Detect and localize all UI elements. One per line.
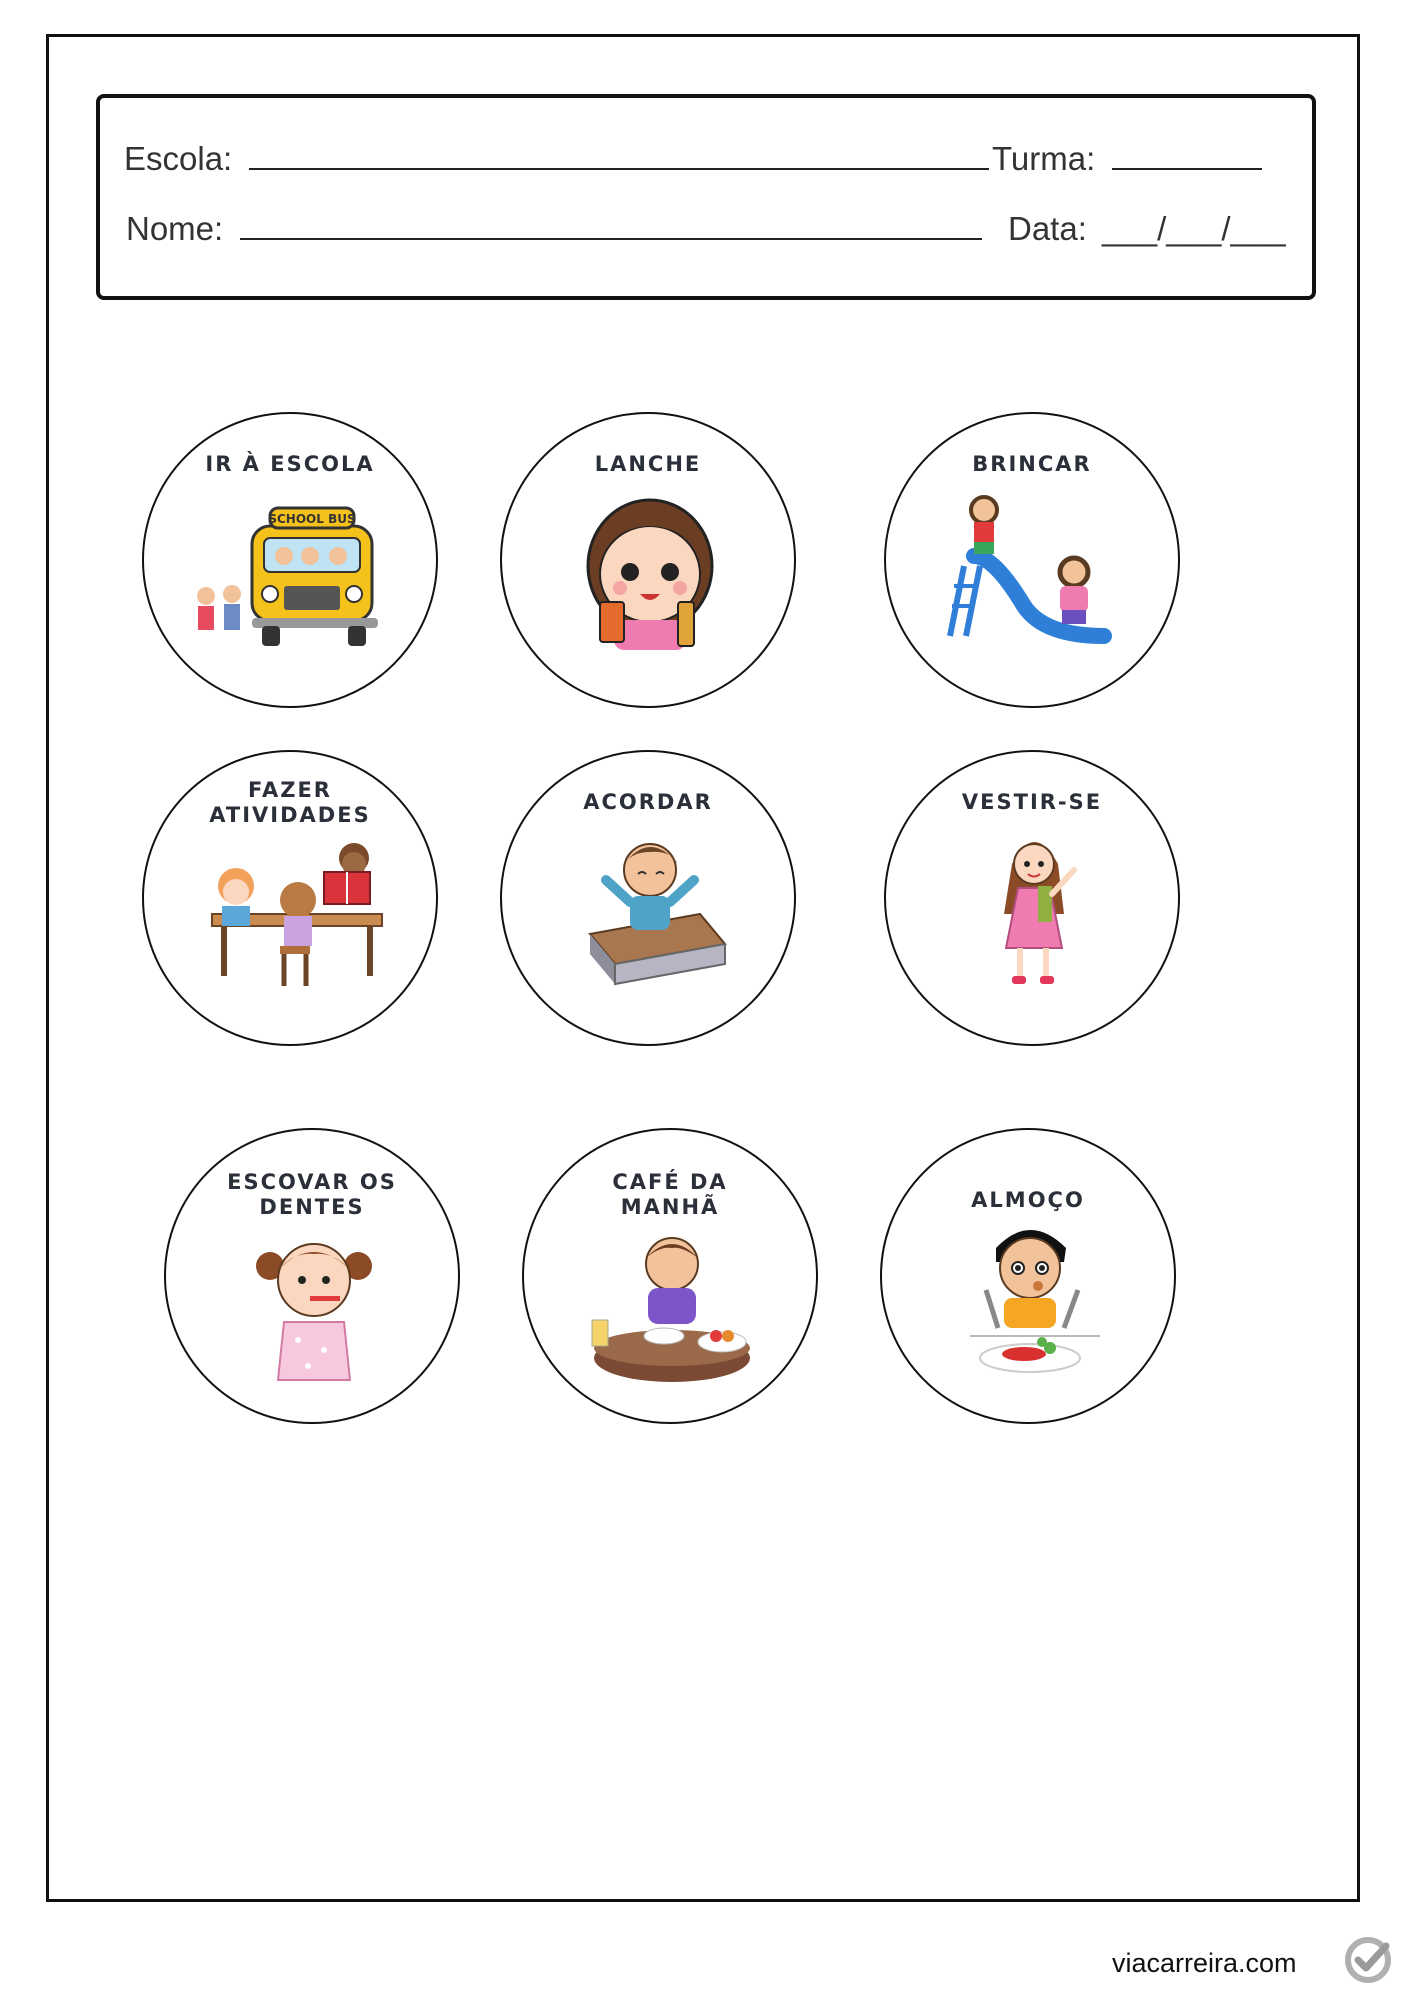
activity-card-cafe-da-manha[interactable]: [522, 1128, 818, 1424]
activity-card-almoco[interactable]: [880, 1128, 1176, 1424]
kids-desk-icon: [192, 836, 392, 1006]
data-field[interactable]: [1008, 210, 1286, 248]
activity-label: ESCOVAR OS DENTES: [227, 1170, 397, 1219]
data-blank[interactable]: ___/___/___: [1102, 210, 1286, 247]
activity-label: BRINCAR: [972, 452, 1092, 476]
turma-label: Turma:: [992, 140, 1096, 177]
school-bus-icon: [192, 486, 392, 656]
activity-label: ACORDAR: [583, 790, 713, 814]
data-label: Data:: [1008, 210, 1087, 247]
girl-dressing-icon: [934, 824, 1134, 994]
escola-blank-line[interactable]: [249, 167, 989, 170]
turma-blank-line[interactable]: [1112, 167, 1262, 170]
turma-field[interactable]: [992, 140, 1262, 178]
footer-site-name: viacarreira.com: [1112, 1948, 1297, 1978]
girl-toothbrush-icon: [214, 1230, 414, 1400]
boy-breakfast-icon: [572, 1230, 772, 1400]
student-info-box: [96, 94, 1316, 300]
kids-slide-icon: [934, 486, 1134, 656]
activity-label: ALMOÇO: [971, 1188, 1085, 1212]
activity-card-acordar[interactable]: [500, 750, 796, 1046]
escola-label: Escola:: [124, 140, 233, 177]
activity-label: VESTIR-SE: [961, 790, 1103, 814]
activity-card-ir-a-escola[interactable]: [142, 412, 438, 708]
svg-text:SCHOOL BUS: SCHOOL BUS: [268, 512, 356, 526]
escola-field[interactable]: [124, 140, 989, 178]
nome-field[interactable]: [126, 210, 982, 248]
nome-blank-line[interactable]: [240, 237, 982, 240]
nome-label: Nome:: [126, 210, 224, 247]
activity-card-fazer-atividades[interactable]: [142, 750, 438, 1046]
activity-label: FAZER ATIVIDADES: [209, 778, 371, 827]
boy-waking-icon: [550, 824, 750, 994]
girl-snack-icon: [550, 486, 750, 656]
activity-label: LANCHE: [594, 452, 702, 476]
boy-lunch-icon: [930, 1218, 1130, 1388]
activity-label: CAFÉ DA MANHÃ: [612, 1170, 728, 1219]
activity-card-lanche[interactable]: [500, 412, 796, 708]
checkmark-logo-icon: [1342, 1934, 1394, 1986]
activity-card-escovar-os-dentes[interactable]: [164, 1128, 460, 1424]
activity-label: IR À ESCOLA: [205, 452, 375, 476]
activity-card-vestir-se[interactable]: [884, 750, 1180, 1046]
activity-card-brincar[interactable]: [884, 412, 1180, 708]
